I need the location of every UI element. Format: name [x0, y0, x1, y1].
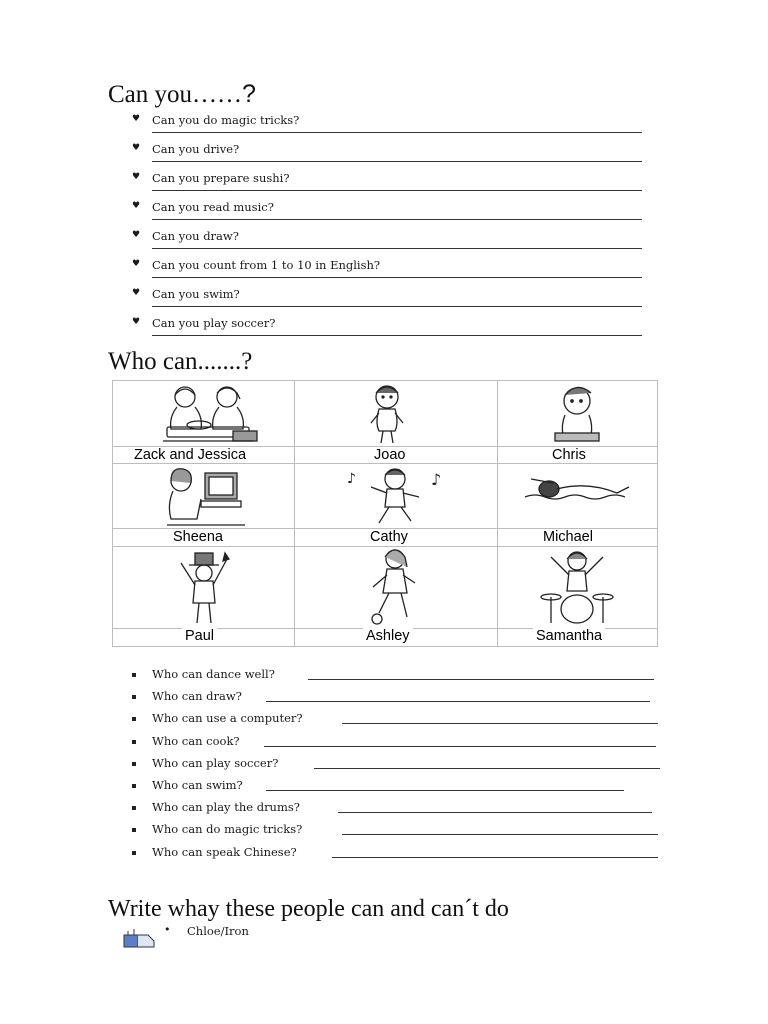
title-text: Can you……: [108, 81, 243, 108]
person-label-chris: Chris: [549, 447, 589, 463]
question-text: Who can swim?: [152, 778, 243, 792]
list-item: [164, 923, 364, 941]
square-bullet-icon: [132, 828, 136, 832]
question-text: Who can draw?: [152, 689, 242, 703]
svg-text:♪: ♪: [431, 470, 442, 489]
answer-line[interactable]: [152, 277, 642, 278]
list-item: [132, 800, 672, 820]
item-text: Chloe/Iron: [187, 924, 249, 938]
person-label-joao: Joao: [371, 447, 408, 463]
answer-line[interactable]: [308, 679, 654, 680]
heart-bullet-icon: ♥: [132, 230, 141, 240]
heart-bullet-icon: ♥: [132, 259, 141, 269]
grid-divider: [113, 463, 657, 464]
list-item: [132, 756, 672, 776]
bullet-icon: •: [164, 923, 171, 936]
soccer-girl-icon: [363, 547, 423, 627]
list-item: [132, 171, 644, 199]
heart-bullet-icon: ♥: [132, 143, 141, 153]
list-item: [132, 200, 644, 228]
question-text: Who can speak Chinese?: [152, 845, 297, 859]
square-bullet-icon: [132, 762, 136, 766]
heart-bullet-icon: ♥: [132, 317, 141, 327]
square-bullet-icon: [132, 851, 136, 855]
section-title-write: Write whay these people can and can´t do: [108, 896, 509, 922]
people-picture-grid: [112, 380, 658, 647]
question-text: Who can dance well?: [152, 667, 275, 681]
square-bullet-icon: [132, 740, 136, 744]
question-text: Who can do magic tricks?: [152, 822, 303, 836]
grid-divider: [497, 381, 498, 646]
answer-line[interactable]: [152, 219, 642, 220]
person-label-zack-and-jessica: Zack and Jessica: [131, 447, 249, 463]
person-label-ashley: Ashley: [363, 628, 413, 644]
question-text: Can you prepare sushi?: [152, 171, 290, 185]
answer-line[interactable]: [264, 746, 656, 747]
list-item: [132, 258, 644, 286]
list-item: [132, 113, 644, 141]
question-text: Who can play soccer?: [152, 756, 279, 770]
girl-computer-icon: [161, 467, 251, 529]
square-bullet-icon: [132, 673, 136, 677]
question-text: Can you read music?: [152, 200, 274, 214]
list-item: [132, 734, 672, 754]
boy-eating-icon: [547, 383, 607, 445]
iron-clipart-icon: [122, 927, 156, 949]
square-bullet-icon: [132, 806, 136, 810]
answer-line[interactable]: [314, 768, 660, 769]
person-label-michael: Michael: [540, 529, 596, 545]
list-item: [132, 316, 644, 344]
boy-icon: [365, 383, 409, 445]
question-text: Who can use a computer?: [152, 711, 303, 725]
heart-bullet-icon: ♥: [132, 201, 141, 211]
section-title-who-can: Who can.......?: [108, 348, 253, 375]
question-text: Can you play soccer?: [152, 316, 276, 330]
heart-bullet-icon: ♥: [132, 114, 141, 124]
question-text: Who can play the drums?: [152, 800, 300, 814]
list-item: [132, 845, 672, 865]
cooking-kids-icon: [153, 383, 263, 445]
person-label-cathy: Cathy: [367, 529, 411, 545]
swimmer-icon: [523, 469, 633, 509]
square-bullet-icon: [132, 695, 136, 699]
answer-line[interactable]: [152, 306, 642, 307]
list-item: [132, 778, 672, 798]
answer-line[interactable]: [332, 857, 658, 858]
section-title-can-you: [108, 80, 256, 109]
drummer-icon: [537, 547, 617, 627]
answer-line[interactable]: [266, 701, 650, 702]
person-label-paul: Paul: [182, 628, 217, 644]
list-item: [132, 689, 672, 709]
answer-line[interactable]: [342, 834, 658, 835]
title-mark: ?: [242, 80, 256, 108]
question-text: Can you count from 1 to 10 in English?: [152, 258, 381, 272]
list-item: [132, 667, 672, 687]
answer-line[interactable]: [152, 335, 642, 336]
list-item: [132, 822, 672, 842]
list-item: [132, 287, 644, 315]
question-text: Can you draw?: [152, 229, 239, 243]
question-text: Can you do magic tricks?: [152, 113, 300, 127]
person-label-sheena: Sheena: [170, 529, 226, 545]
square-bullet-icon: [132, 717, 136, 721]
list-item: [132, 142, 644, 170]
answer-line[interactable]: [152, 132, 642, 133]
answer-line[interactable]: [338, 812, 652, 813]
magician-icon: [175, 549, 235, 627]
grid-divider: [294, 381, 295, 646]
heart-bullet-icon: ♥: [132, 288, 141, 298]
person-label-samantha: Samantha: [533, 628, 605, 644]
dancing-boy-icon: [345, 465, 445, 527]
list-item: [132, 711, 672, 731]
answer-line[interactable]: [266, 790, 624, 791]
heart-bullet-icon: ♥: [132, 172, 141, 182]
list-item: [132, 229, 644, 257]
answer-line[interactable]: [152, 248, 642, 249]
answer-line[interactable]: [342, 723, 658, 724]
answer-line[interactable]: [152, 190, 642, 191]
question-text: Can you drive?: [152, 142, 240, 156]
answer-line[interactable]: [152, 161, 642, 162]
question-text: Who can cook?: [152, 734, 240, 748]
square-bullet-icon: [132, 784, 136, 788]
question-text: Can you swim?: [152, 287, 240, 301]
svg-text:♪: ♪: [347, 471, 356, 487]
